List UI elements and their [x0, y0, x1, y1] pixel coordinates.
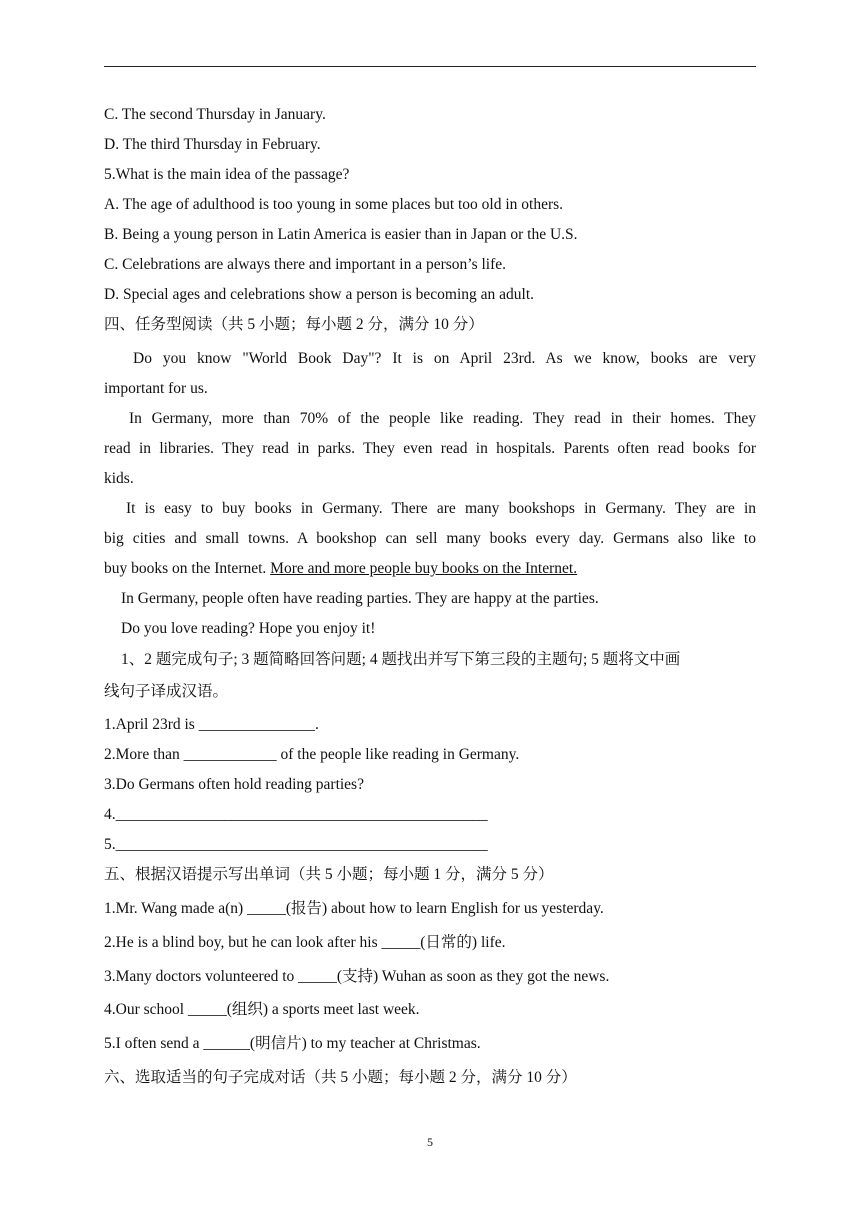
underlined-sentence: More and more people buy books on the Internet.	[270, 560, 578, 577]
passage-p3-line2: big cities and small towns. A bookshop can sell many books every day. Germans also like to	[104, 530, 756, 547]
instructions-line2: 线句子译成汉语。	[104, 683, 229, 700]
vocab-q5: 5.I often send a ______(明信片) to my teacher at Christmas.	[104, 1035, 481, 1052]
task-q4: 4.________________________________________________	[104, 806, 488, 823]
vocab-q3: 3.Many doctors volunteered to _____(支持) Wuhan as soon as they got the news.	[104, 968, 610, 985]
passage-p3-line1: It is easy to buy books in Germany. There are many bookshops in Germany. They are in	[126, 500, 756, 517]
header-rule	[104, 66, 756, 67]
option-a-q5: A. The age of adulthood is too young in some places but too old in others.	[104, 196, 564, 213]
task-q2: 2.More than ____________ of the people like reading in Germany.	[104, 746, 520, 763]
passage-p5: Do you love reading? Hope you enjoy it!	[121, 620, 376, 637]
vocab-q1: 1.Mr. Wang made a(n) _____(报告) about how to learn English for us yesterday.	[104, 900, 604, 917]
passage-p2-line2: read in libraries. They read in parks. They even read in hospitals. Parents often read books for	[104, 440, 756, 457]
task-q3: 3.Do Germans often hold reading parties?	[104, 776, 364, 793]
section-5-heading: 五、根据汉语提示写出单词（共 5 小题；每小题 1 分，满分 5 分）	[104, 866, 554, 883]
option-c-q5: C. Celebrations are always there and important in a person’s life.	[104, 256, 507, 273]
option-d-q4: D. The third Thursday in February.	[104, 136, 321, 153]
question-5: 5.What is the main idea of the passage?	[104, 166, 350, 183]
option-b-q5: B. Being a young person in Latin America is easier than in Japan or the U.S.	[104, 226, 578, 243]
section-6-heading: 六、选取适当的句子完成对话（共 5 小题；每小题 2 分，满分 10 分）	[104, 1069, 577, 1086]
passage-p1-line1: Do you know "World Book Day"? It is on April 23rd. As we know, books are very	[133, 350, 756, 367]
vocab-q2: 2.He is a blind boy, but he can look after his _____(日常的) life.	[104, 934, 506, 951]
task-q1: 1.April 23rd is _______________.	[104, 716, 319, 733]
page-number: 5	[427, 1135, 433, 1149]
passage-p1-line2: important for us.	[104, 380, 208, 397]
passage-p4: In Germany, people often have reading parties. They are happy at the parties.	[121, 590, 599, 607]
passage-p3-line3-text: buy books on the Internet.	[104, 560, 267, 577]
section-4-heading: 四、任务型阅读（共 5 小题；每小题 2 分，满分 10 分）	[104, 316, 484, 333]
task-q5: 5.________________________________________________	[104, 836, 488, 853]
vocab-q4: 4.Our school _____(组织) a sports meet last week.	[104, 1001, 420, 1018]
passage-p3-line3	[104, 559, 756, 579]
passage-p2-line1: In Germany, more than 70% of the people like reading. They read in their homes. They	[129, 410, 756, 427]
option-d-q5: D. Special ages and celebrations show a person is becoming an adult.	[104, 286, 535, 303]
passage-p2-line3: kids.	[104, 470, 134, 487]
option-c-q4: C. The second Thursday in January.	[104, 106, 326, 123]
instructions-line1: 1、2 题完成句子; 3 题简略回答问题; 4 题找出并写下第三段的主题句; 5 题将文中画	[121, 651, 681, 668]
